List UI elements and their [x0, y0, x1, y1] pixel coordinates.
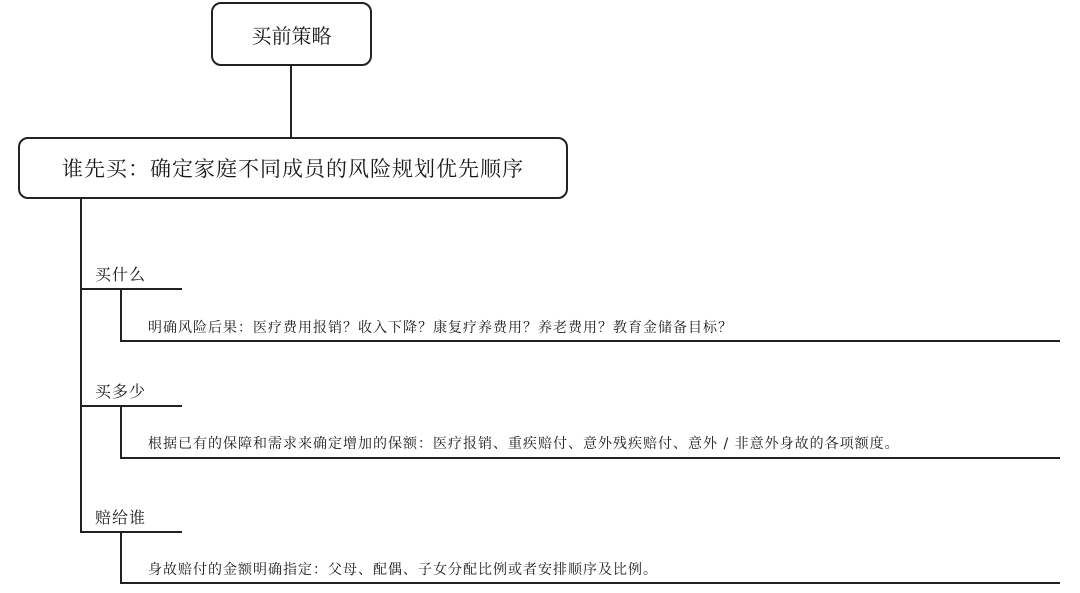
main-spine — [80, 199, 82, 533]
branch-label-what: 买什么 — [95, 265, 147, 284]
detail-text-how-much: 根据已有的保障和需求来确定增加的保额：医疗报销、重疾赔付、意外残疾赔付、意外 / 非意外身故的各项额度。 — [148, 436, 900, 452]
main-node-label: 谁先买：确定家庭不同成员的风险规划优先顺序 — [62, 157, 524, 181]
main-node — [18, 137, 568, 199]
root-node — [211, 2, 372, 66]
branch-underline-beneficiary — [80, 531, 182, 533]
branch-stem-what — [120, 288, 122, 342]
detail-underline-what — [120, 340, 1060, 342]
root-node-label: 买前策略 — [251, 23, 332, 48]
branch-label-beneficiary: 赔给谁 — [95, 508, 147, 527]
branch-underline-how-much — [80, 405, 182, 407]
branch-stem-how-much — [120, 405, 122, 459]
detail-text-what: 明确风险后果：医疗费用报销？收入下降？康复疗养费用？养老费用？教育金储备目标？ — [148, 320, 733, 336]
branch-label-how-much: 买多少 — [95, 382, 147, 401]
branch-underline-what — [80, 288, 182, 290]
detail-underline-how-much — [120, 457, 1060, 459]
detail-underline-beneficiary — [120, 582, 1060, 584]
detail-text-beneficiary: 身故赔付的金额明确指定：父母、配偶、子女分配比例或者安排顺序及比例。 — [148, 562, 658, 578]
branch-stem-beneficiary — [120, 531, 122, 584]
connector-root-main — [290, 66, 292, 137]
